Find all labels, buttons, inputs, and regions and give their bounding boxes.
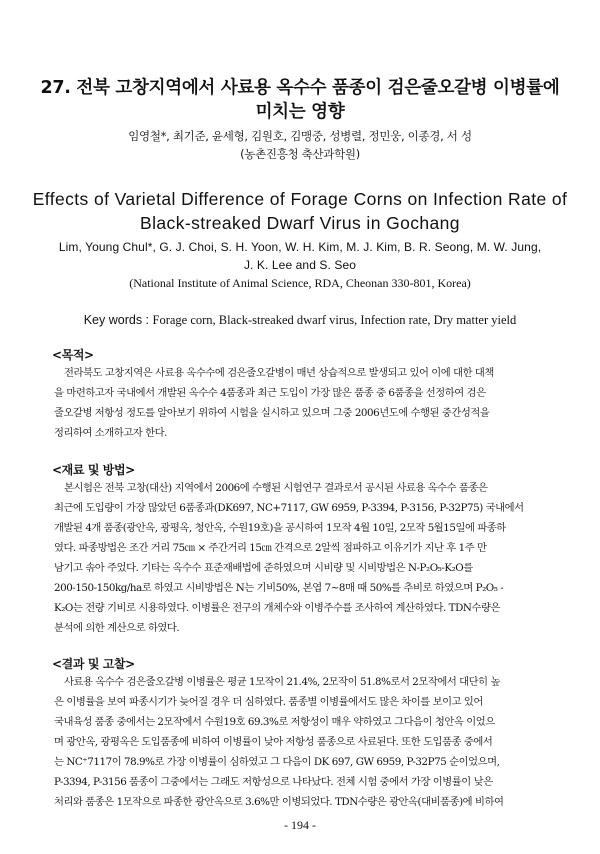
keywords-line [20,313,580,328]
results-line: 사료용 옥수수 검은줄오갈병 이병률은 평균 1모작이 21.4%, 2모작이 51.8%로서 2모작에서 대단히 높 [64,676,500,688]
methods-line: 최근에 도입량이 가장 많았던 6품종과(DK697, NC+7117, GW 6959, P-3394, P-3156, P-32P75) 국내에서 [54,502,524,514]
results-line: 국내육성 품종 중에서는 2모작에서 수원19호 69.3%로 저항성이 매우 약하였고 그다음이 청안옥 이었으 [54,716,495,728]
section-heading-purpose: <목적> [52,348,94,362]
purpose-line: 정리하여 소개하고자 한다. [54,427,167,439]
affiliation-english: (National Institute of Animal Science, RDA, Cheonan 330-801, Korea) [129,276,471,290]
results-line: P-3394, P-3156 품종이 그중에서는 그래도 저항성으로 나타났다. 전체 시험 중에서 가장 이병률이 낮은 [54,776,493,788]
authors-korean: 임영철*, 최기준, 윤세형, 김원호, 김맹중, 성병렬, 정민웅, 이종경, 서 성 [128,129,472,143]
results-line: 며 광안옥, 광평옥은 도입품종에 비하여 이병률이 낮아 저항성 품종으로 사료된다. 또한 도입품종 중에서 [54,736,493,748]
methods-line: 분석에 의한 계산으로 하였다. [54,622,180,634]
purpose-line: 줄오갈병 저항성 정도를 알아보기 위하여 시험을 실시하고 있으며 그중 2006년도에 수행된 중간성적을 [54,407,490,419]
methods-line: 였다. 파종방법은 조간 거리 75㎝ × 주간거리 15㎝ 간격으로 2알씩 점파하고 이유기가 지난 후 1주 만 [54,542,487,554]
title-korean-line1: 27. 전북 고창지역에서 사료용 옥수수 품종이 검은줄오갈병 이병률에 [40,78,560,98]
purpose-line: 전라북도 고창지역은 사료용 옥수수에 검은줄오갈병이 매년 상습적으로 발생되고 있어 이에 대한 대책 [64,367,494,379]
results-line: 는 NC⁺7117이 78.9%로 가장 이병률이 심하였고 그 다음이 DK 697, GW 6959, P-32P75 순이었으며, [54,756,500,768]
methods-line: 남기고 솎아 주었다. 기타는 옥수수 표준재배법에 준하였으며 시비량 및 시비방법은 N-P₂O₅-K₂O를 [54,562,473,574]
title-korean-line2: 미치는 영향 [255,102,345,122]
purpose-line: 을 마련하고자 국내에서 개발된 옥수수 4품종과 최근 도입이 가장 많은 품종 중 6품종을 선정하여 검은 [54,387,486,399]
title-english-line1: Effects of Varietal Difference of Forage Corns on Infection Rate of [32,189,568,209]
affiliation-korean: (농촌진흥청 축산과학원) [240,147,360,161]
keywords-list: Forage corn, Black-streaked dwarf virus, Infection rate, Dry matter yield [152,313,517,327]
results-line: 은 이병률을 보여 파종시기가 늦어질 경우 더 심하였다. 품종별 이병률에서도 많은 차이를 보이고 있어 [54,696,483,708]
authors-english-line2: J. K. Lee and S. Seo [243,258,357,272]
methods-line: K₂O는 전량 기비로 시용하였다. 이병률은 전구의 개체수와 이병주수를 조사하여 계산하였다. TDN수량은 [54,602,500,614]
authors-english-line1: Lim, Young Chul*, G. J. Choi, S. H. Yoon, W. H. Kim, M. J. Kim, B. R. Seong, M. W. Jung, [58,240,542,254]
section-heading-results: <결과 및 고찰> [52,657,135,671]
methods-line: 200-150-150kg/ha로 하였고 시비방법은 N는 기비50%, 본엽 7~8매 때 50%를 추비로 하였으며 P₂O₅ - [54,582,504,594]
section-heading-methods: <재료 및 방법> [52,463,135,477]
title-english-line2: Black-streaked Dwarf Virus in Gochang [140,213,460,233]
methods-line: 본시험은 전북 고창(대산) 지역에서 2006에 수행된 시험연구 결과로서 공시된 사료용 옥수수 품종은 [64,482,488,494]
results-line: 처리와 품종은 1모작으로 파종한 광안옥으로 3.6%만 이병되었다. TDN수량은 광안옥(대비품종)에 비하여 [54,796,504,808]
page-number: - 194 - [284,818,316,832]
methods-line: 개발된 4개 품종(광안옥, 광평옥, 청안옥, 수원19호)을 공시하여 1모작 4월 10일, 2모작 5월15일에 파종하 [54,522,506,534]
keywords-label: Key words : [83,313,150,327]
